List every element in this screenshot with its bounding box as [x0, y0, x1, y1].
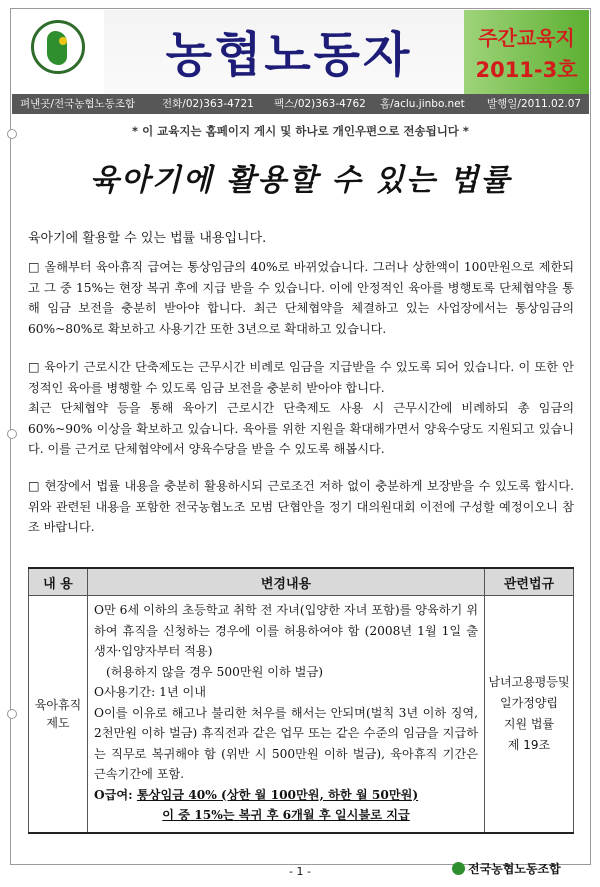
pay-item-2 [94, 805, 478, 826]
related-law [485, 596, 574, 833]
footer-org-name: 전국농협노동조합 [468, 862, 561, 876]
pay-amount: 통상임금 40% (상한 월 100만원, 하한 월 50만원) [136, 787, 419, 802]
binder-hole [7, 709, 17, 719]
publisher-text: 펴낸곳/전국농협노동조합 [20, 98, 136, 110]
issue-number: 2011-3호 [475, 58, 578, 82]
pay-prefix: O급여: [94, 787, 137, 802]
law-line: 남녀고용평등및 [488, 674, 570, 689]
phone-text: 전화/02)363-4721 [162, 98, 254, 110]
list-item: (허용하지 않을 경우 500만원 이하 벌금) [106, 664, 323, 679]
paragraph-text: 육아기 근로시간 단축제도는 근무시간 비례로 임금을 지급받을 수 있도록 되어 있습니다. 이 또한 안정적인 육아를 병행할 수 있도록 임금 보전을 충분히 받아야 합니다. [28, 360, 575, 395]
issue-band [464, 10, 589, 94]
law-line: 일가정양립 [500, 695, 558, 710]
checkbox-bullet: □ [28, 360, 40, 374]
header-law: 관련법규 [485, 568, 574, 596]
list-item: O이를 이유로 해고나 불리한 처우를 해서는 안되며(벌칙 3년 이하 징역, 2천만원 이하 벌금) 휴직전과 같은 업무 또는 같은 수준의 임금을 지급하는 직무로 복귀해야 함 (위반 시 500만원 이하 벌금), 육아휴직 기간은 근속기간에 포함. [94, 705, 478, 781]
union-logo-icon [31, 20, 85, 74]
homepage-text: 홈/aclu.jinbo.net [380, 98, 465, 110]
header-changes: 변경내용 [88, 568, 485, 596]
pay-item [94, 785, 478, 806]
union-logo-icon [452, 862, 465, 875]
paragraph-1 [28, 257, 574, 339]
row-label-line: 육아휴직 [34, 697, 82, 712]
paragraph-3 [28, 476, 574, 538]
row-label-line: 제도 [46, 715, 70, 730]
binder-hole [7, 429, 17, 439]
issue-type: 주간교육지 [478, 26, 575, 50]
footer-org [452, 860, 561, 877]
change-details [88, 596, 485, 833]
document-title: 육아기에 활용할 수 있는 법률 [89, 163, 512, 198]
distribution-notice: * 이 교육지는 홈페이지 게시 및 하나로 개인우편으로 전송됩니다 * [132, 124, 469, 138]
publish-date: 발행일/2011.02.07 [487, 98, 582, 110]
law-table [28, 567, 574, 834]
info-bar [12, 94, 589, 114]
checkbox-bullet: □ [28, 260, 41, 274]
title-band [104, 10, 464, 94]
checkbox-bullet: □ [28, 479, 41, 493]
table-row [29, 596, 574, 833]
paragraph-text: 현장에서 법률 내용을 충분히 활용하시되 근로조건 저하 없이 충분하게 보장받을 수 있도록 합시다. 위와 관련된 내용을 포함한 전국농협노조 모범 단협안을 정기 대의원대회 이전에 구성할 예정이오니 참조 바랍니다. [28, 479, 575, 534]
newsletter-header [12, 10, 589, 94]
intro-text: 육아기에 활용할 수 있는 법률 내용입니다. [28, 231, 267, 246]
list-item: O만 6세 이하의 초등학교 취학 전 자녀(입양한 자녀 포함)를 양육하기 위하여 휴직을 신청하는 경우에 이를 허용하여야 함 (2008년 1월 1일 출생자·입양자부터 적용) [94, 603, 478, 658]
law-line: 지원 법률 [503, 716, 555, 731]
page-number: - 1 - [289, 865, 311, 878]
logo-area [12, 10, 104, 94]
fax-text: 팩스/02)363-4762 [274, 98, 366, 110]
list-item: O사용기간: 1년 이내 [94, 685, 207, 699]
row-label [29, 596, 88, 833]
paragraph-text: 올해부터 육아휴직 급여는 통상임금의 40%로 바뀌었습니다. 그러나 상한액이 100만원으로 제한되고 그 중 15%는 현장 복귀 후에 지급 받을 수 있습니다. 이에 안정적인 육아를 병행토록 단체협약을 통해 임금 보전을 충분히 받아야 합니다. 최근 단체협약을 체결하고 있는 사업장에서는 통상임금의 60%~80%로 확보하고 사용기간 또한 3년으로 확대하고 있습니다. [28, 260, 575, 336]
newsletter-title: 농협노동자 [165, 27, 413, 83]
table-header-row [29, 568, 574, 596]
law-line: 제 19조 [507, 737, 551, 752]
pay-deferred: 이 중 15%는 복귀 후 6개월 후 일시불로 지급 [162, 808, 410, 822]
paragraph-2 [28, 357, 574, 460]
header-content: 내 용 [29, 568, 88, 596]
paragraph-text-continued: 최근 단체협약 등을 통해 육아기 근로시간 단축제도 사용 시 근무시간에 비례하되 총 임금의 60%~90% 이상을 확보하고 있습니다. 육아를 위한 지원을 확대해가면서 양육수당도 지원되고 있습니다. 이를 근거로 단체협약에서 양육수당을 받을 수 있도록 해봅시다. [28, 401, 574, 456]
